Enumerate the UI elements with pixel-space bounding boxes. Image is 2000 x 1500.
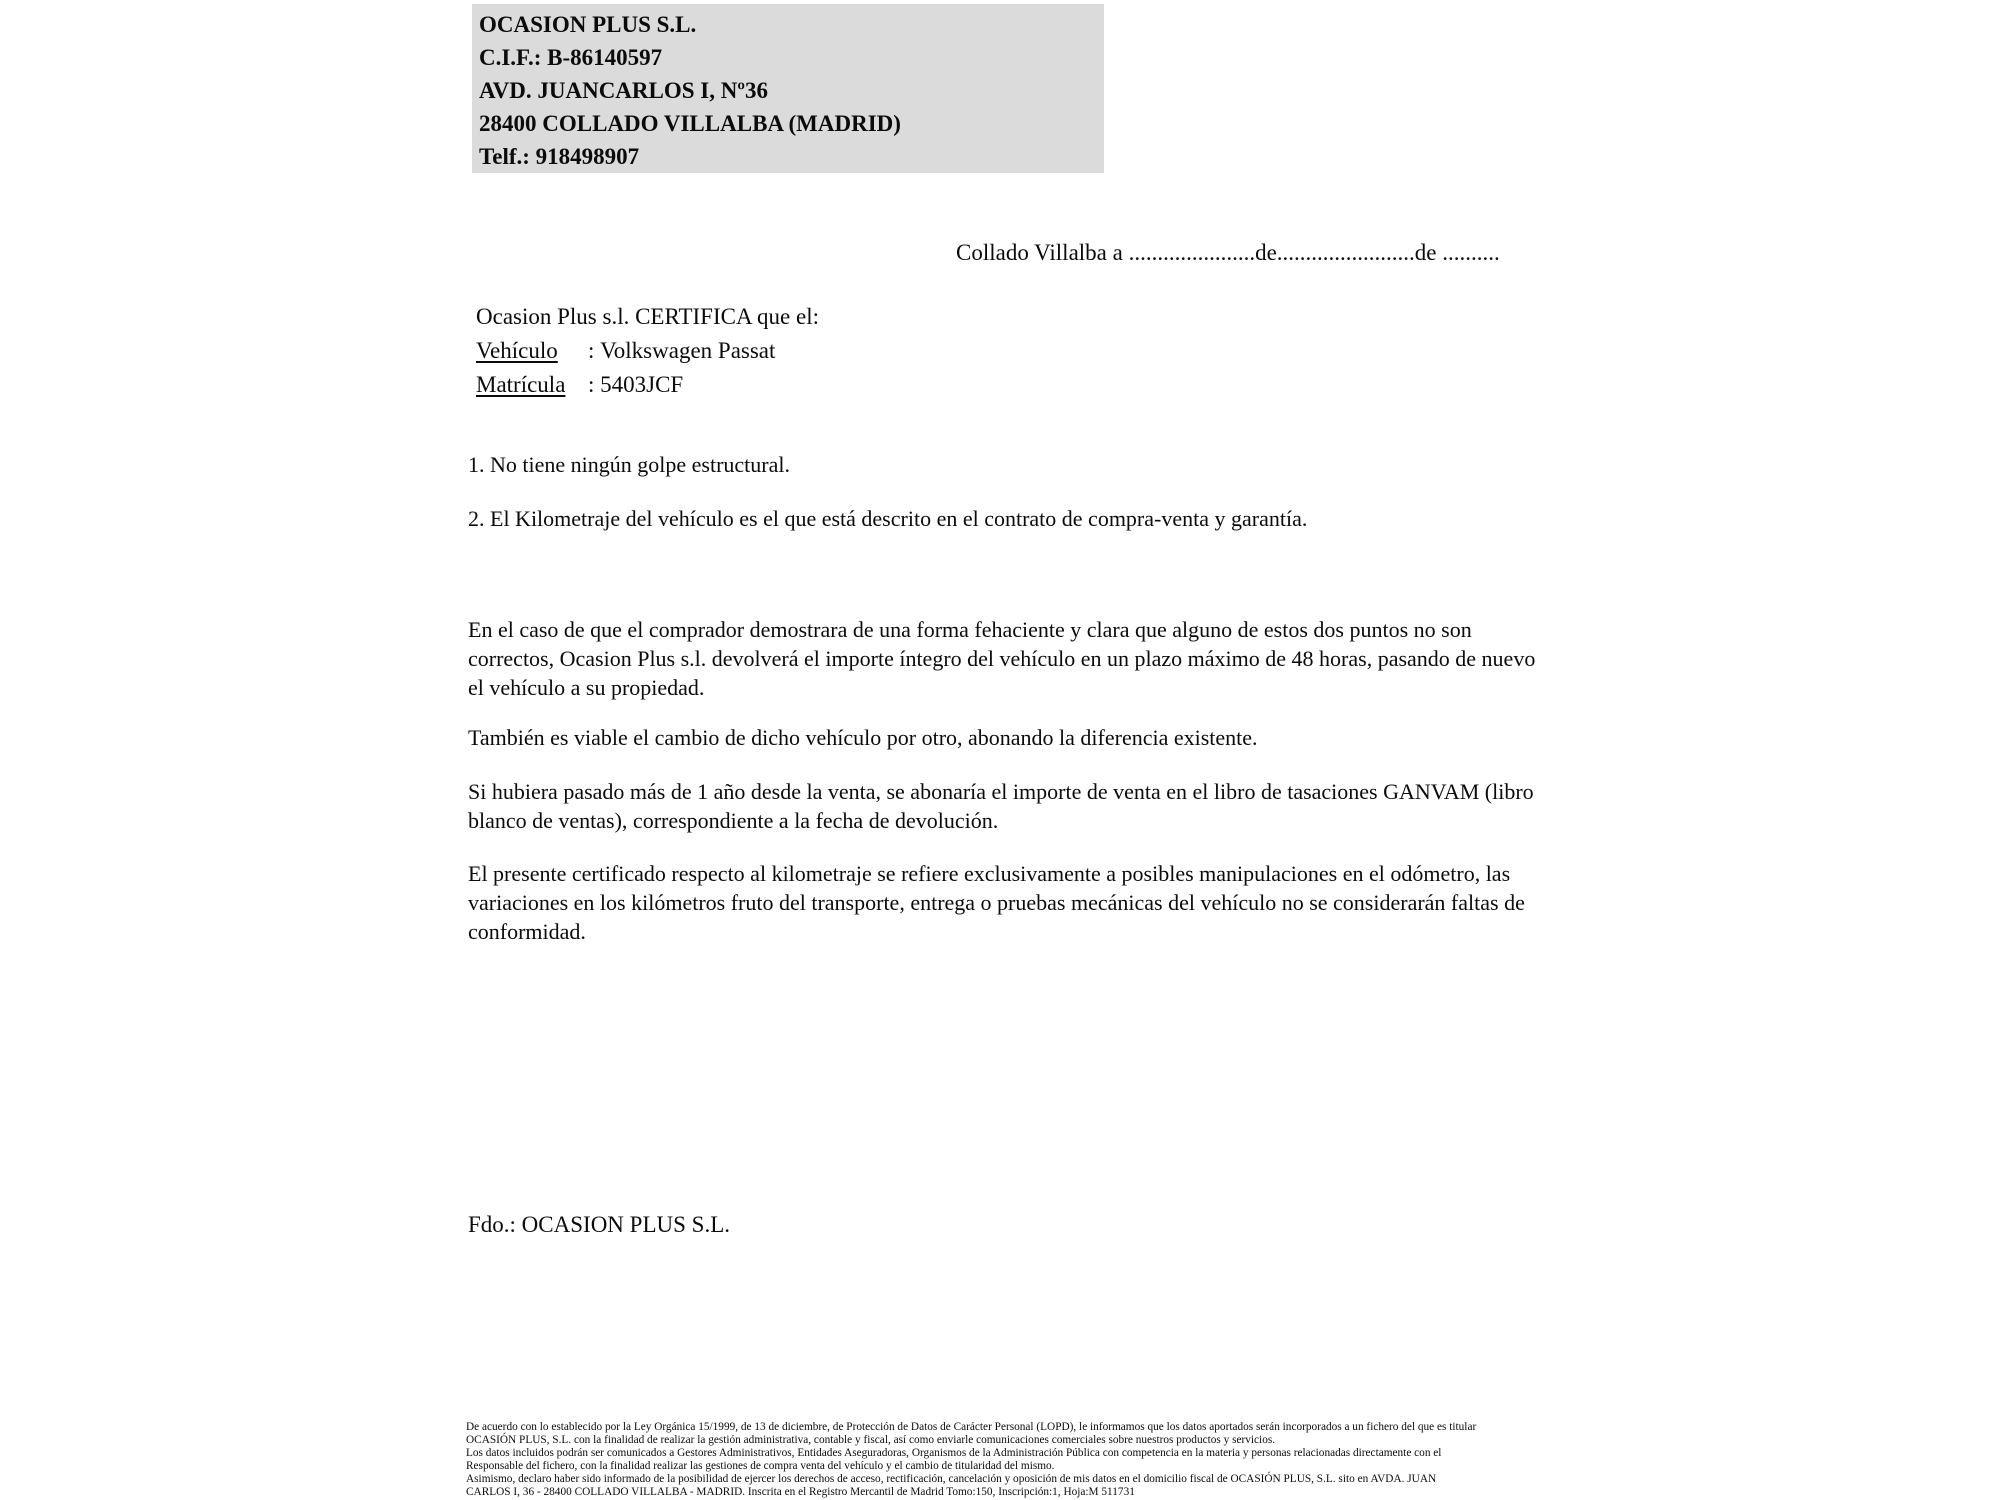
- plate-value: 5403JCF: [600, 372, 684, 397]
- company-cif: C.I.F.: B-86140597: [479, 45, 663, 70]
- plate-label-box: [476, 368, 588, 402]
- company-address: AVD. JUANCARLOS I, Nº36: [479, 78, 768, 103]
- plate-label: Matrícula: [476, 372, 566, 397]
- vehicle-label-box: [476, 334, 588, 368]
- paragraph-ganvam-valuation: Si hubiera pasado más de 1 año desde la venta, se abonaría el importe de venta en el libro de tasaciones GANVAM (libro blanco de ventas), correspondiente a la fecha de devolución.: [468, 779, 1534, 833]
- company-phone: Telf.: 918498907: [479, 144, 640, 169]
- date-blank-line: Collado Villalba a ......................de........................de ..........: [956, 240, 1500, 265]
- legal-line-6: CARLOS I, 36 - 28400 COLLADO VILLALBA - MADRID. Inscrita en el Registro Mercantil de Madrid Tomo:150, Inscripción:1, Hoja:M 511731: [466, 1485, 1135, 1498]
- legal-footer: [466, 1421, 1476, 1498]
- signature-line: Fdo.: OCASION PLUS S.L.: [468, 1212, 730, 1237]
- legal-line-5: Asimismo, declaro haber sido informado de la posibilidad de ejercer los derechos de acceso, rectificación, cancelación y oposición de mis datos en el domicilio fiscal de OCASIÓN PLUS, S.L. sito en AVDA. JUAN: [466, 1472, 1437, 1485]
- vehicle-row: [476, 334, 819, 368]
- certificate-intro: Ocasion Plus s.l. CERTIFICA que el:: [476, 304, 819, 329]
- legal-line-1: De acuerdo con lo establecido por la Ley Orgánica 15/1999, de 13 de diciembre, de Protección de Datos de Carácter Personal (LOPD), le informamos que los datos aportados serán incorporados a un fichero del que es titular: [466, 1421, 1477, 1433]
- company-city: 28400 COLLADO VILLALBA (MADRID): [479, 111, 901, 136]
- vehicle-separator: :: [588, 338, 595, 363]
- legal-line-3: Los datos incluidos podrán ser comunicados a Gestores Administrativos, Entidades Aseguradoras, Organismos de la Administración Pública con competencia en la materia y personas relacionadas directamente con el: [466, 1446, 1442, 1459]
- company-name: OCASION PLUS S.L.: [479, 12, 697, 37]
- paragraph-refund-policy: En el caso de que el comprador demostrara de una forma fehaciente y clara que alguno de estos dos puntos no son correctos, Ocasion Plus s.l. devolverá el importe íntegro del vehículo en un plazo máximo de 48 horas, pasando de nuevo el vehículo a su propiedad.: [468, 617, 1536, 700]
- legal-line-2: OCASIÓN PLUS, S.L. con la finalidad de realizar la gestión administrativa, contable y fiscal, así como enviarle comunicaciones comerciales sobre nuestros productos y servicios.: [466, 1433, 1276, 1446]
- plate-row: [476, 368, 819, 402]
- legal-line-4: Responsable del fichero, con la finalidad realizar las gestiones de compra venta del vehículo y el cambio de titularidad del mismo.: [466, 1459, 1055, 1472]
- certified-point-mileage: 2. El Kilometraje del vehículo es el que está descrito en el contrato de compra-venta y garantía.: [468, 506, 1308, 531]
- paragraph-exchange-option: También es viable el cambio de dicho vehículo por otro, abonando la diferencia existente.: [468, 725, 1258, 750]
- vehicle-value: Volkswagen Passat: [600, 338, 776, 363]
- paragraph-odometer-disclaimer: El presente certificado respecto al kilometraje se refiere exclusivamente a posibles manipulaciones en el odómetro, las variaciones en los kilómetros fruto del transporte, entrega o pruebas mecánicas del vehículo no se considerarán faltas de conformidad.: [468, 861, 1525, 944]
- company-header-box: [472, 4, 1104, 173]
- certificate-block: [476, 300, 819, 402]
- vehicle-label: Vehículo: [476, 338, 558, 363]
- certified-point-structural: 1. No tiene ningún golpe estructural.: [468, 452, 790, 477]
- plate-separator: :: [588, 372, 595, 397]
